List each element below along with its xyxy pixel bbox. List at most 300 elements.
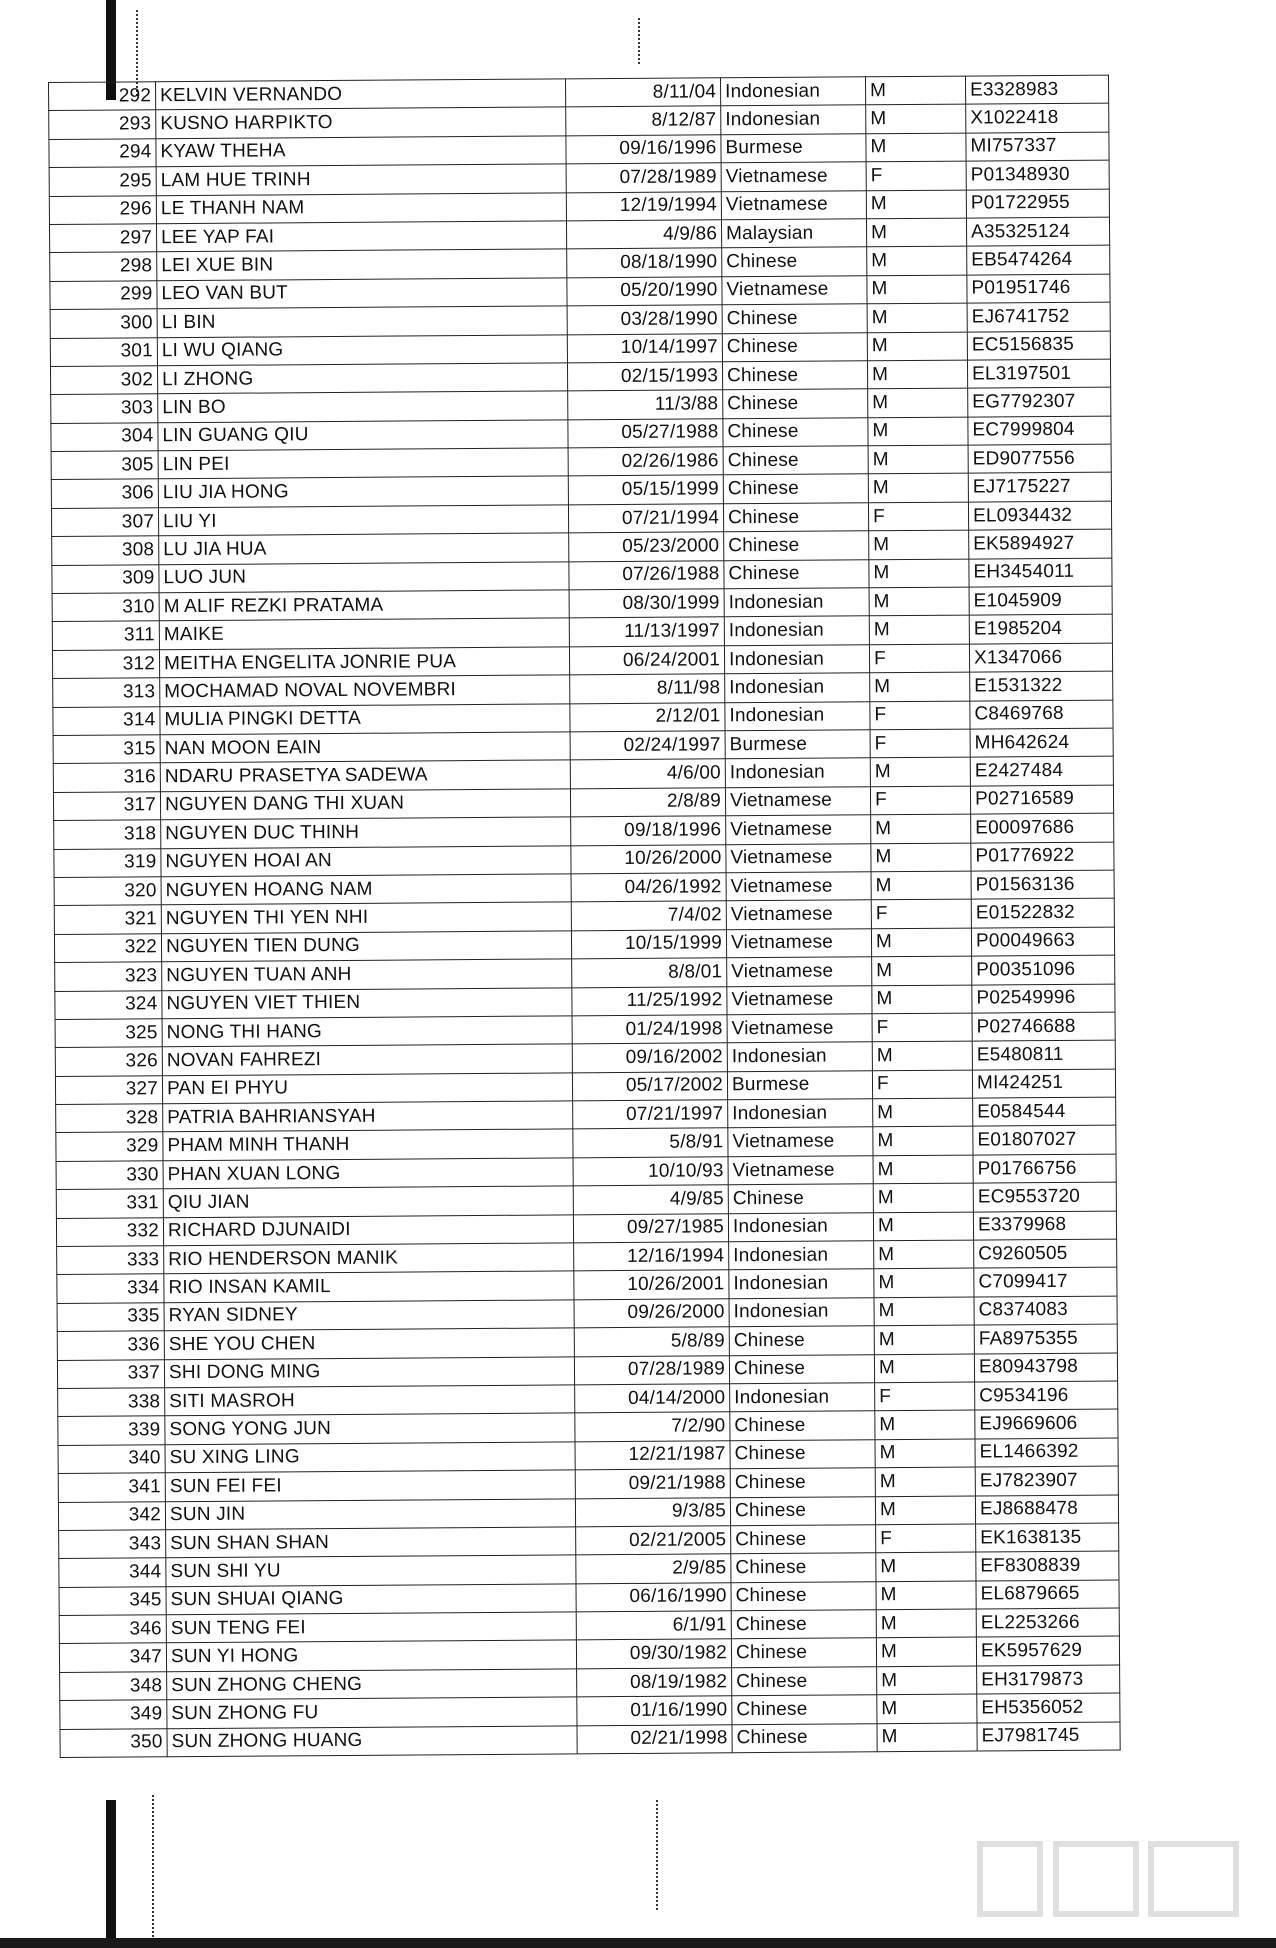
nationality-cell: Chinese bbox=[722, 361, 867, 390]
birth-date-cell: 09/18/1996 bbox=[571, 816, 726, 845]
sex-cell: F bbox=[870, 701, 970, 730]
nationality-cell: Vietnamese bbox=[725, 787, 870, 816]
name-cell: LUO JUN bbox=[159, 562, 569, 593]
passport-cell: EG7792307 bbox=[968, 387, 1111, 416]
sex-cell: M bbox=[874, 1354, 974, 1383]
passport-cell: P01766756 bbox=[973, 1154, 1116, 1183]
nationality-cell: Indonesian bbox=[728, 1099, 873, 1128]
nationality-cell: Vietnamese bbox=[726, 872, 871, 901]
nationality-cell: Burmese bbox=[725, 730, 870, 759]
sex-cell: M bbox=[874, 1240, 974, 1269]
passport-cell: P02716589 bbox=[970, 785, 1113, 814]
passport-cell: EK5894927 bbox=[969, 529, 1112, 558]
sex-cell: M bbox=[866, 218, 966, 247]
row-number: 331 bbox=[56, 1189, 163, 1218]
name-cell: SUN ZHONG CHENG bbox=[167, 1669, 577, 1700]
birth-date-cell: 11/13/1997 bbox=[569, 617, 724, 646]
sex-cell: F bbox=[870, 786, 970, 815]
birth-date-cell: 11/25/1992 bbox=[572, 986, 727, 1015]
passport-cell: EK5957629 bbox=[976, 1637, 1119, 1666]
nationality-cell: Burmese bbox=[727, 1070, 872, 1099]
nationality-cell: Chinese bbox=[729, 1354, 874, 1383]
nationality-cell: Chinese bbox=[730, 1468, 875, 1497]
birth-date-cell: 02/21/1998 bbox=[577, 1724, 732, 1753]
birth-date-cell: 9/3/85 bbox=[575, 1497, 730, 1526]
row-number: 326 bbox=[55, 1047, 162, 1076]
sex-cell: M bbox=[874, 1325, 974, 1354]
row-number: 325 bbox=[55, 1019, 162, 1048]
nationality-cell: Chinese bbox=[723, 446, 868, 475]
birth-date-cell: 04/14/2000 bbox=[575, 1384, 730, 1413]
passport-cell: EJ7981745 bbox=[977, 1722, 1120, 1751]
row-number: 329 bbox=[56, 1132, 163, 1161]
name-cell: LI WU QIANG bbox=[157, 334, 567, 365]
passport-cell: E01807027 bbox=[973, 1126, 1116, 1155]
nationality-cell: Indonesian bbox=[725, 673, 870, 702]
birth-date-cell: 12/16/1994 bbox=[574, 1242, 729, 1271]
birth-date-cell: 08/18/1990 bbox=[567, 248, 722, 277]
row-number: 343 bbox=[59, 1530, 166, 1559]
name-cell: LU JIA HUA bbox=[159, 533, 569, 564]
sex-cell: M bbox=[876, 1638, 976, 1667]
birth-date-cell: 02/24/1997 bbox=[570, 731, 725, 760]
nationality-cell: Chinese bbox=[731, 1581, 876, 1610]
sex-cell: F bbox=[870, 729, 970, 758]
row-number: 322 bbox=[54, 933, 161, 962]
row-number: 307 bbox=[51, 508, 158, 537]
birth-date-cell: 7/2/90 bbox=[575, 1412, 730, 1441]
nationality-cell: Chinese bbox=[722, 247, 867, 276]
passport-cell: P01776922 bbox=[971, 842, 1114, 871]
nationality-cell: Chinese bbox=[730, 1411, 875, 1440]
name-cell: LIN GUANG QIU bbox=[158, 420, 568, 451]
nationality-cell: Vietnamese bbox=[726, 900, 871, 929]
birth-date-cell: 09/21/1988 bbox=[575, 1469, 730, 1498]
passport-cell: EH3179873 bbox=[977, 1665, 1120, 1694]
passport-cell: MH642624 bbox=[970, 728, 1113, 757]
sex-cell: F bbox=[869, 644, 969, 673]
passport-cell: E1045909 bbox=[969, 586, 1112, 615]
nationality-cell: Indonesian bbox=[729, 1269, 874, 1298]
name-cell: NGUYEN VIET THIEN bbox=[162, 987, 572, 1018]
nationality-cell: Chinese bbox=[730, 1440, 875, 1469]
birth-date-cell: 02/15/1993 bbox=[567, 362, 722, 391]
passport-cell: C9534196 bbox=[975, 1381, 1118, 1410]
sex-cell: M bbox=[868, 474, 968, 503]
row-number: 339 bbox=[58, 1416, 165, 1445]
passport-cell: EK1638135 bbox=[976, 1523, 1119, 1552]
passport-cell: EJ7823907 bbox=[975, 1466, 1118, 1495]
nationality-cell: Vietnamese bbox=[728, 1156, 873, 1185]
nationality-cell: Chinese bbox=[722, 332, 867, 361]
nationality-cell: Chinese bbox=[731, 1610, 876, 1639]
row-number: 323 bbox=[55, 962, 162, 991]
row-number: 338 bbox=[58, 1388, 165, 1417]
sex-cell: M bbox=[872, 1041, 972, 1070]
sex-cell: M bbox=[875, 1410, 975, 1439]
birth-date-cell: 10/14/1997 bbox=[567, 333, 722, 362]
passport-cell: A35325124 bbox=[966, 217, 1109, 246]
name-cell: PAN EI PHYU bbox=[162, 1073, 572, 1104]
row-number: 321 bbox=[54, 905, 161, 934]
binder-dots-bottom bbox=[152, 1795, 154, 1945]
passport-cell: EH5356052 bbox=[977, 1693, 1120, 1722]
name-cell: SUN ZHONG HUANG bbox=[167, 1726, 577, 1757]
passport-cell: FA8975355 bbox=[974, 1324, 1117, 1353]
passport-cell: E5480811 bbox=[972, 1040, 1115, 1069]
name-cell: LI ZHONG bbox=[157, 363, 567, 394]
passport-cell: EL0934432 bbox=[968, 501, 1111, 530]
sex-cell: M bbox=[867, 246, 967, 275]
sex-cell: F bbox=[868, 502, 968, 531]
nationality-cell: Chinese bbox=[723, 503, 868, 532]
passport-cell: P00351096 bbox=[972, 955, 1115, 984]
row-number: 333 bbox=[57, 1246, 164, 1275]
passport-cell: E01522832 bbox=[971, 898, 1114, 927]
row-number: 335 bbox=[57, 1303, 164, 1332]
roster-table bbox=[48, 75, 1121, 1758]
nationality-cell: Indonesian bbox=[721, 105, 866, 134]
name-cell: QIU JIAN bbox=[163, 1186, 573, 1217]
name-cell: LEI XUE BIN bbox=[157, 249, 567, 280]
row-number: 313 bbox=[53, 678, 160, 707]
passport-cell: E0584544 bbox=[973, 1097, 1116, 1126]
birth-date-cell: 05/15/1999 bbox=[568, 475, 723, 504]
row-number: 306 bbox=[51, 479, 158, 508]
row-number: 350 bbox=[60, 1728, 167, 1757]
nationality-cell: Vietnamese bbox=[726, 815, 871, 844]
birth-date-cell: 09/27/1985 bbox=[573, 1213, 728, 1242]
sex-cell: M bbox=[869, 530, 969, 559]
sex-cell: M bbox=[873, 1155, 973, 1184]
sex-cell: M bbox=[875, 1467, 975, 1496]
row-number: 315 bbox=[53, 735, 160, 764]
name-cell: MEITHA ENGELITA JONRIE PUA bbox=[159, 647, 569, 678]
name-cell: PATRIA BAHRIANSYAH bbox=[163, 1101, 573, 1132]
sex-cell: M bbox=[875, 1439, 975, 1468]
sex-cell: M bbox=[874, 1297, 974, 1326]
passport-cell: EC9553720 bbox=[973, 1182, 1116, 1211]
sex-cell: M bbox=[867, 275, 967, 304]
passport-cell: P01722955 bbox=[966, 189, 1109, 218]
nationality-cell: Indonesian bbox=[724, 616, 869, 645]
name-cell: NGUYEN HOANG NAM bbox=[161, 874, 571, 905]
passport-cell: E00097686 bbox=[971, 813, 1114, 842]
nationality-cell: Vietnamese bbox=[727, 957, 872, 986]
nationality-cell: Indonesian bbox=[725, 758, 870, 787]
birth-date-cell: 5/8/91 bbox=[573, 1128, 728, 1157]
sex-cell: F bbox=[871, 899, 971, 928]
name-cell: RIO HENDERSON MANIK bbox=[164, 1243, 574, 1274]
nationality-cell: Chinese bbox=[723, 417, 868, 446]
birth-date-cell: 10/26/2001 bbox=[574, 1270, 729, 1299]
row-number: 346 bbox=[59, 1615, 166, 1644]
birth-date-cell: 10/10/93 bbox=[573, 1157, 728, 1186]
nationality-cell: Vietnamese bbox=[727, 1014, 872, 1043]
sex-cell: F bbox=[875, 1382, 975, 1411]
name-cell: LAM HUE TRINH bbox=[156, 164, 566, 195]
nationality-cell: Indonesian bbox=[724, 588, 869, 617]
sex-cell: M bbox=[877, 1723, 977, 1752]
nationality-cell: Chinese bbox=[728, 1184, 873, 1213]
name-cell: LI BIN bbox=[157, 306, 567, 337]
birth-date-cell: 11/3/88 bbox=[568, 390, 723, 419]
sex-cell: M bbox=[871, 843, 971, 872]
sex-cell: M bbox=[877, 1666, 977, 1695]
row-number: 324 bbox=[55, 990, 162, 1019]
birth-date-cell: 6/1/91 bbox=[576, 1611, 731, 1640]
sex-cell: M bbox=[866, 104, 966, 133]
row-number: 341 bbox=[58, 1473, 165, 1502]
scan-mark-bottom bbox=[656, 1800, 658, 1910]
passport-cell: EC5156835 bbox=[967, 331, 1110, 360]
sex-cell: M bbox=[873, 1098, 973, 1127]
birth-date-cell: 4/6/00 bbox=[570, 759, 725, 788]
row-number: 292 bbox=[49, 82, 156, 111]
passport-cell: E3379968 bbox=[973, 1211, 1116, 1240]
birth-date-cell: 05/27/1988 bbox=[568, 418, 723, 447]
nationality-cell: Vietnamese bbox=[726, 843, 871, 872]
watermark-graphic bbox=[976, 1834, 1246, 1924]
nationality-cell: Chinese bbox=[731, 1525, 876, 1554]
sex-cell: M bbox=[869, 559, 969, 588]
passport-cell: C8469768 bbox=[970, 700, 1113, 729]
name-cell: SUN SHAN SHAN bbox=[166, 1527, 576, 1558]
sex-cell: M bbox=[866, 133, 966, 162]
name-cell: NGUYEN THI YEN NHI bbox=[161, 902, 571, 933]
birth-date-cell: 03/28/1990 bbox=[567, 305, 722, 334]
passport-cell: EJ8688478 bbox=[975, 1495, 1118, 1524]
nationality-cell: Chinese bbox=[731, 1638, 876, 1667]
nationality-cell: Vietnamese bbox=[726, 928, 871, 957]
passport-cell: X1347066 bbox=[969, 643, 1112, 672]
sex-cell: M bbox=[867, 303, 967, 332]
name-cell: NONG THI HANG bbox=[162, 1016, 572, 1047]
passport-cell: E1985204 bbox=[969, 615, 1112, 644]
nationality-cell: Indonesian bbox=[730, 1383, 875, 1412]
nationality-cell: Indonesian bbox=[724, 645, 869, 674]
row-number: 336 bbox=[57, 1331, 164, 1360]
name-cell: M ALIF REZKI PRATAMA bbox=[159, 590, 569, 621]
sex-cell: F bbox=[872, 1013, 972, 1042]
birth-date-cell: 06/24/2001 bbox=[569, 646, 724, 675]
bottom-scan-bar bbox=[0, 1938, 1276, 1948]
name-cell: RIO INSAN KAMIL bbox=[164, 1271, 574, 1302]
sex-cell: M bbox=[867, 332, 967, 361]
sex-cell: M bbox=[866, 190, 966, 219]
passport-cell: EJ7175227 bbox=[968, 473, 1111, 502]
sex-cell: M bbox=[865, 76, 965, 105]
passport-cell: EH3454011 bbox=[969, 558, 1112, 587]
birth-date-cell: 07/26/1988 bbox=[569, 560, 724, 589]
row-number: 328 bbox=[56, 1104, 163, 1133]
row-number: 349 bbox=[60, 1700, 167, 1729]
name-cell: NGUYEN DANG THI XUAN bbox=[160, 789, 570, 820]
nationality-cell: Burmese bbox=[721, 134, 866, 163]
name-cell: KELVIN VERNANDO bbox=[156, 79, 566, 110]
passport-cell: EJ6741752 bbox=[967, 302, 1110, 331]
row-number: 302 bbox=[50, 366, 157, 395]
birth-date-cell: 09/16/2002 bbox=[572, 1043, 727, 1072]
passport-cell: C8374083 bbox=[974, 1296, 1117, 1325]
nationality-cell: Malaysian bbox=[721, 219, 866, 248]
passport-cell: X1022418 bbox=[966, 103, 1109, 132]
passport-cell: EJ9669606 bbox=[975, 1409, 1118, 1438]
sex-cell: M bbox=[872, 956, 972, 985]
sex-cell: M bbox=[868, 417, 968, 446]
birth-date-cell: 09/16/1996 bbox=[566, 135, 721, 164]
passport-cell: P01348930 bbox=[966, 160, 1109, 189]
sex-cell: F bbox=[866, 161, 966, 190]
birth-date-cell: 05/17/2002 bbox=[572, 1071, 727, 1100]
sex-cell: M bbox=[869, 587, 969, 616]
nationality-cell: Chinese bbox=[730, 1496, 875, 1525]
nationality-cell: Indonesian bbox=[725, 701, 870, 730]
nationality-cell: Chinese bbox=[731, 1553, 876, 1582]
name-cell: SUN YI HONG bbox=[166, 1640, 576, 1671]
name-cell: LEE YAP FAI bbox=[156, 221, 566, 252]
sex-cell: M bbox=[871, 814, 971, 843]
passport-cell: P02549996 bbox=[972, 984, 1115, 1013]
birth-date-cell: 02/26/1986 bbox=[568, 447, 723, 476]
name-cell: KYAW THEHA bbox=[156, 136, 566, 167]
name-cell: NGUYEN HOAI AN bbox=[161, 845, 571, 876]
sex-cell: M bbox=[874, 1268, 974, 1297]
nationality-cell: Indonesian bbox=[729, 1241, 874, 1270]
sex-cell: M bbox=[868, 388, 968, 417]
name-cell: SUN SHUAI QIANG bbox=[166, 1584, 576, 1615]
sex-cell: M bbox=[871, 928, 971, 957]
sex-cell: M bbox=[873, 1212, 973, 1241]
sex-cell: M bbox=[867, 360, 967, 389]
passport-cell: EL6879665 bbox=[976, 1580, 1119, 1609]
name-cell: NDARU PRASETYA SADEWA bbox=[160, 760, 570, 791]
row-number: 347 bbox=[59, 1643, 166, 1672]
sex-cell: M bbox=[868, 445, 968, 474]
row-number: 314 bbox=[53, 706, 160, 735]
name-cell: LIN BO bbox=[158, 391, 568, 422]
name-cell: PHAN XUAN LONG bbox=[163, 1158, 573, 1189]
name-cell: MAIKE bbox=[159, 618, 569, 649]
birth-date-cell: 5/8/89 bbox=[574, 1327, 729, 1356]
nationality-cell: Chinese bbox=[723, 474, 868, 503]
birth-date-cell: 07/28/1989 bbox=[566, 163, 721, 192]
name-cell: PHAM MINH THANH bbox=[163, 1129, 573, 1160]
nationality-cell: Chinese bbox=[732, 1695, 877, 1724]
row-number: 304 bbox=[51, 422, 158, 451]
row-number: 316 bbox=[53, 763, 160, 792]
sex-cell: M bbox=[872, 985, 972, 1014]
birth-date-cell: 8/12/87 bbox=[566, 106, 721, 135]
nationality-cell: Chinese bbox=[724, 531, 869, 560]
birth-date-cell: 8/8/01 bbox=[572, 958, 727, 987]
name-cell: SHE YOU CHEN bbox=[164, 1328, 574, 1359]
row-number: 330 bbox=[56, 1161, 163, 1190]
sex-cell: M bbox=[876, 1581, 976, 1610]
sex-cell: F bbox=[876, 1524, 976, 1553]
row-number: 297 bbox=[49, 224, 156, 253]
birth-date-cell: 2/12/01 bbox=[570, 702, 725, 731]
name-cell: LEO VAN BUT bbox=[157, 278, 567, 309]
row-number: 340 bbox=[58, 1444, 165, 1473]
birth-date-cell: 05/20/1990 bbox=[567, 277, 722, 306]
birth-date-cell: 8/11/98 bbox=[570, 674, 725, 703]
birth-date-cell: 01/16/1990 bbox=[577, 1696, 732, 1725]
name-cell: SUN TENG FEI bbox=[166, 1612, 576, 1643]
passport-cell: EL1466392 bbox=[975, 1438, 1118, 1467]
sex-cell: M bbox=[873, 1127, 973, 1156]
row-number: 327 bbox=[55, 1075, 162, 1104]
birth-date-cell: 2/9/85 bbox=[576, 1554, 731, 1583]
passport-cell: E3328983 bbox=[965, 75, 1108, 104]
nationality-cell: Vietnamese bbox=[727, 985, 872, 1014]
name-cell: SITI MASROH bbox=[165, 1385, 575, 1416]
birth-date-cell: 12/19/1994 bbox=[566, 191, 721, 220]
row-number: 309 bbox=[52, 564, 159, 593]
sex-cell: M bbox=[870, 672, 970, 701]
passport-cell: E2427484 bbox=[970, 756, 1113, 785]
passport-cell: EB5474264 bbox=[967, 245, 1110, 274]
row-number: 293 bbox=[49, 110, 156, 139]
name-cell: LIN PEI bbox=[158, 448, 568, 479]
name-cell: SU XING LING bbox=[165, 1442, 575, 1473]
name-cell: LIU YI bbox=[158, 505, 568, 536]
row-number: 296 bbox=[49, 195, 156, 224]
sex-cell: M bbox=[876, 1609, 976, 1638]
passport-cell: C7099417 bbox=[974, 1267, 1117, 1296]
passport-cell: MI757337 bbox=[966, 132, 1109, 161]
birth-date-cell: 08/30/1999 bbox=[569, 589, 724, 618]
birth-date-cell: 07/21/1994 bbox=[568, 504, 723, 533]
name-cell: NGUYEN TIEN DUNG bbox=[161, 931, 571, 962]
sex-cell: M bbox=[875, 1496, 975, 1525]
name-cell: LE THANH NAM bbox=[156, 192, 566, 223]
row-number: 303 bbox=[51, 394, 158, 423]
row-number: 311 bbox=[52, 621, 159, 650]
name-cell: NGUYEN DUC THINH bbox=[161, 817, 571, 848]
row-number: 337 bbox=[57, 1359, 164, 1388]
name-cell: SUN SHI YU bbox=[166, 1555, 576, 1586]
row-number: 298 bbox=[50, 252, 157, 281]
birth-date-cell: 08/19/1982 bbox=[577, 1668, 732, 1697]
nationality-cell: Chinese bbox=[724, 559, 869, 588]
roster-table-body bbox=[49, 75, 1121, 1757]
birth-date-cell: 02/21/2005 bbox=[576, 1526, 731, 1555]
row-number: 308 bbox=[52, 536, 159, 565]
name-cell: MULIA PINGKI DETTA bbox=[160, 703, 570, 734]
nationality-cell: Vietnamese bbox=[722, 276, 867, 305]
row-number: 310 bbox=[52, 593, 159, 622]
row-number: 299 bbox=[50, 280, 157, 309]
row-number: 317 bbox=[53, 791, 160, 820]
passport-cell: MI424251 bbox=[972, 1069, 1115, 1098]
nationality-cell: Vietnamese bbox=[721, 162, 866, 191]
nationality-cell: Chinese bbox=[729, 1326, 874, 1355]
birth-date-cell: 07/21/1997 bbox=[573, 1100, 728, 1129]
binder-edge-bottom bbox=[106, 1800, 116, 1948]
birth-date-cell: 4/9/85 bbox=[573, 1185, 728, 1214]
passport-cell: P01951746 bbox=[967, 274, 1110, 303]
row-number: 300 bbox=[50, 309, 157, 338]
passport-cell: EL3197501 bbox=[967, 359, 1110, 388]
birth-date-cell: 04/26/1992 bbox=[571, 873, 726, 902]
sex-cell: M bbox=[877, 1694, 977, 1723]
nationality-cell: Chinese bbox=[732, 1667, 877, 1696]
birth-date-cell: 01/24/1998 bbox=[572, 1015, 727, 1044]
nationality-cell: Vietnamese bbox=[728, 1127, 873, 1156]
row-number: 294 bbox=[49, 139, 156, 168]
nationality-cell: Indonesian bbox=[720, 77, 865, 106]
